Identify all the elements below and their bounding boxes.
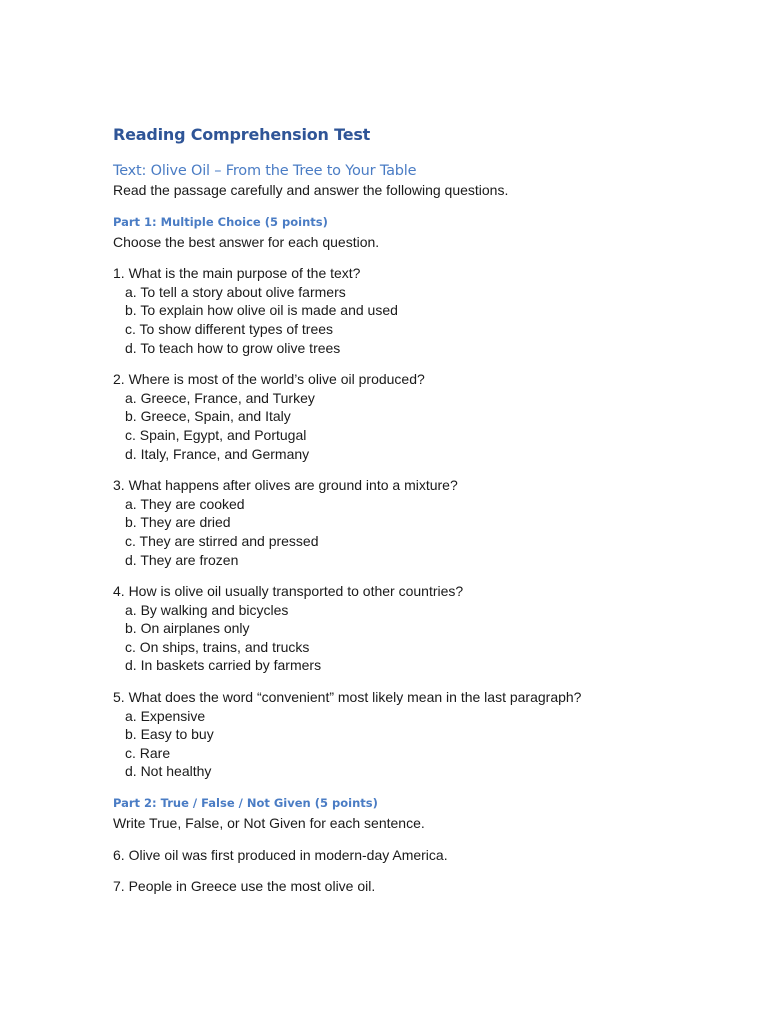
part1-section <box>113 213 733 781</box>
part1-heading: Part 1: Multiple Choice (5 points) <box>113 214 328 229</box>
option-d: d. They are frozen <box>125 551 239 568</box>
option-a: a. By walking and bicycles <box>125 601 289 618</box>
option-d: d. Italy, France, and Germany <box>125 445 310 462</box>
option-d: d. Not healthy <box>125 763 212 780</box>
option-b: b. Greece, Spain, and Italy <box>125 408 291 425</box>
question-1 <box>113 264 733 357</box>
option-a: a. Expensive <box>125 707 206 724</box>
statement-6: 6. Olive oil was first produced in modern-day America. <box>113 846 448 863</box>
part2-section <box>113 794 733 896</box>
question-text: 3. What happens after olives are ground into a mixture? <box>113 477 458 494</box>
option-a: a. They are cooked <box>125 495 245 512</box>
page-title: Reading Comprehension Test <box>113 125 371 144</box>
text-title: Text: Olive Oil – From the Tree to Your Table <box>113 163 417 179</box>
option-a: a. To tell a story about olive farmers <box>125 283 346 300</box>
option-c: c. Rare <box>125 744 171 761</box>
question-5 <box>113 688 733 781</box>
option-list <box>113 601 733 675</box>
option-d: d. To teach how to grow olive trees <box>125 339 341 356</box>
option-list <box>113 495 733 569</box>
part1-instruction: Choose the best answer for each question. <box>113 233 380 250</box>
option-d: d. In baskets carried by farmers <box>125 657 322 674</box>
option-b: b. They are dried <box>125 514 231 531</box>
question-text: 2. Where is most of the world’s olive oil produced? <box>113 371 425 388</box>
part2-heading: Part 2: True / False / Not Given (5 points) <box>113 796 378 811</box>
option-b: b. To explain how olive oil is made and used <box>125 302 398 319</box>
option-c: c. To show different types of trees <box>125 320 334 337</box>
question-2 <box>113 370 733 463</box>
part2-instruction: Write True, False, or Not Given for each sentence. <box>113 815 425 832</box>
option-b: b. On airplanes only <box>125 620 250 637</box>
instructions: Read the passage carefully and answer the following questions. <box>113 182 509 198</box>
question-text: 1. What is the main purpose of the text? <box>113 265 361 282</box>
option-list <box>113 283 733 357</box>
option-list <box>113 707 733 781</box>
option-c: c. On ships, trains, and trucks <box>125 638 310 655</box>
option-list <box>113 389 733 463</box>
option-c: c. Spain, Egypt, and Portugal <box>125 426 307 443</box>
question-4 <box>113 582 733 675</box>
statement-7: 7. People in Greece use the most olive oil. <box>113 878 376 895</box>
document-page <box>113 124 733 896</box>
option-b: b. Easy to buy <box>125 726 214 743</box>
option-c: c. They are stirred and pressed <box>125 532 319 549</box>
question-3 <box>113 476 733 569</box>
question-text: 5. What does the word “convenient” most likely mean in the last paragraph? <box>113 689 582 706</box>
question-text: 4. How is olive oil usually transported to other countries? <box>113 583 464 600</box>
option-a: a. Greece, France, and Turkey <box>125 389 315 406</box>
